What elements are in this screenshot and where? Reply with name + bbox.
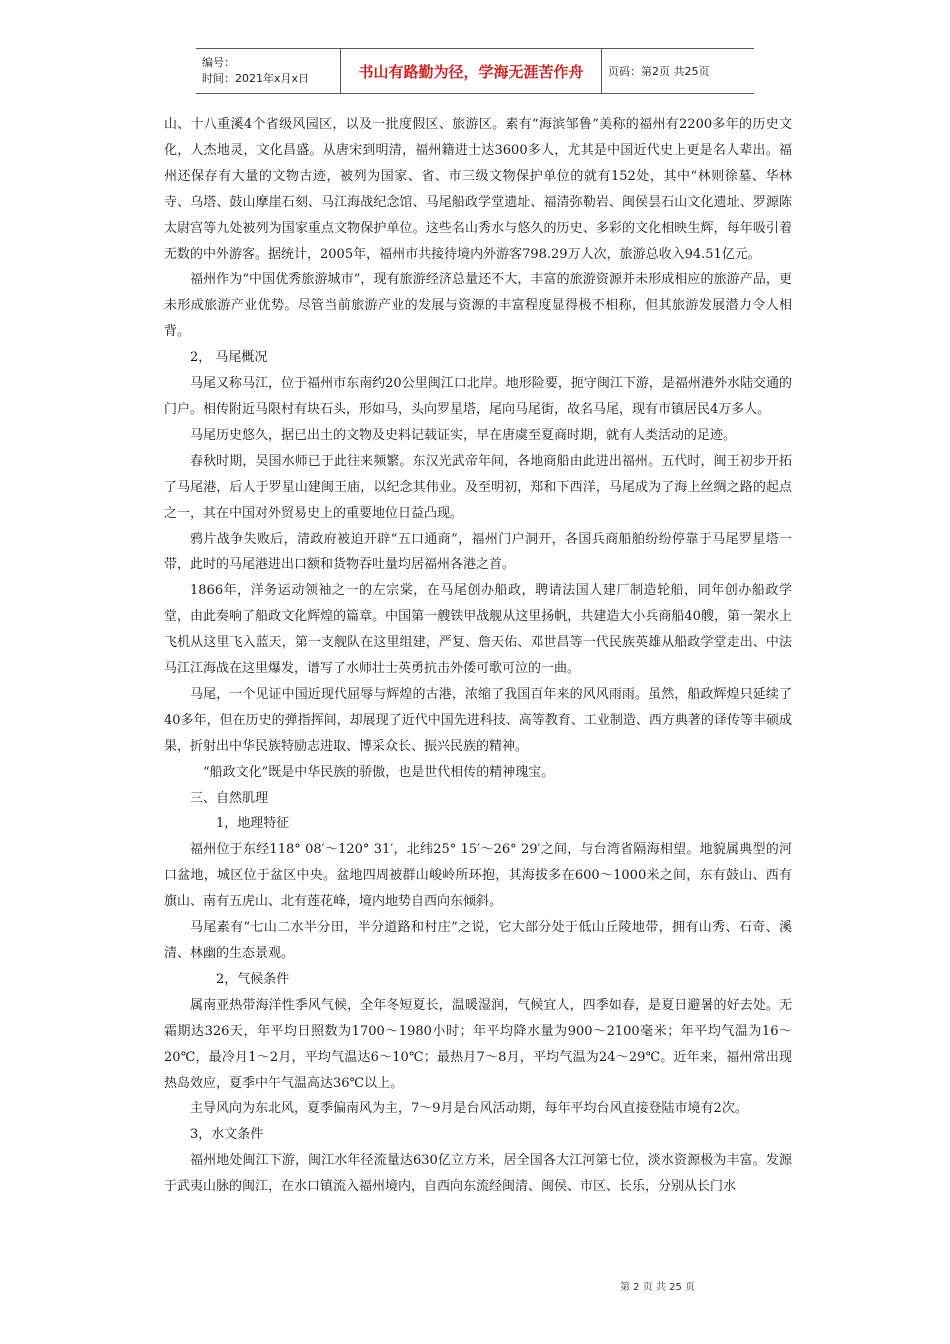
time-label: 时间：2021年x月x日 bbox=[202, 72, 310, 85]
paragraph: 1866年，洋务运动领袖之一的左宗棠，在马尾创办船政，聘请法国人建厂制造轮船，同年创办船政学堂，由此奏响了船政文化辉煌的篇章。中国第一艘铁甲战舰从这里扬帆，共建造大小兵商船40艘，第一架水上飞机从这里飞入蓝天，第一支舰队在这里组建，严复、詹天佑、邓世昌等一代民族英雄从船政学堂走出、中法马江江海战在这里爆发，谱写了水师壮士英勇抗击外倭可歌可泣的一曲。 bbox=[164, 583, 792, 677]
paragraph: 福州作为“中国优秀旅游城市”，现有旅游经济总量还不大，丰富的旅游资源并未形成相应的旅游产品，更未形成旅游产业优势。尽管当前旅游产业的发展与资源的丰富程度显得极不相称，但其旅游发展潜力令人相背。 bbox=[164, 272, 792, 340]
paragraph: 属南亚热带海洋性季风气候，全年冬短夏长，温暖湿润，气候宜人，四季如春，是夏日避暑的好去处。无霜期达326天，年平均日照数为1700～1980小时；年平均降水量为900～2100毫米；年平均气温为16～20℃，最冷月1～2月，平均气温达6～10℃；最热月7～8月，平均气温为24～29℃。近年来，福州常出现热岛效应，夏季中午气温高达36℃以上。 bbox=[164, 997, 792, 1091]
header-left-cell bbox=[196, 49, 340, 93]
paragraph: 春秋时期，吴国水师已于此往来频繁。东汉光武帝年间，各地商船由此进出福州。五代时，闽王初步开拓了马尾港，后人于罗星山建闽王庙，以纪念其伟业。及至明初，郑和下西洋，马尾成为了海上丝绸之路的起点之一，其在中国对外贸易史上的重要地位日益凸现。 bbox=[164, 453, 792, 521]
paragraph: 2，气候条件 bbox=[216, 971, 290, 987]
paragraph: 2， 马尾概况 bbox=[190, 350, 268, 366]
page-footer: 第 2 页 共 25 页 bbox=[620, 1282, 695, 1293]
paragraph: “船政文化”既是中华民族的骄傲，也是世代相传的精神瑰宝。 bbox=[203, 764, 555, 780]
paragraph: 主导风向为东北风，夏季偏南风为主，7～9月是台风活动期，每年平均台风直接登陆市境有2次。 bbox=[190, 1101, 748, 1117]
number-label: 编号： bbox=[202, 56, 235, 69]
paragraph: 鸦片战争失败后，清政府被迫开辟“五口通商”，福州门户洞开，各国兵商船舶纷纷停靠于马尾罗星塔一带，此时的马尾港进出口额和货物吞吐量均居福州各港之首。 bbox=[164, 531, 792, 573]
paragraph: 马尾历史悠久，据已出土的文物及史料记载证实，早在唐虞至夏商时期，就有人类活动的足迹。 bbox=[190, 427, 737, 443]
header-motto: 书山有路勤为径，学海无涯苦作舟 bbox=[340, 49, 602, 93]
paragraph: 山、十八重溪4个省级风园区，以及一批度假区、旅游区。素有“海滨邹鲁”美称的福州有2200多年的历史文化，人杰地灵，文化昌盛。从唐宋到明清，福州籍进士达3600多人，尤其是中国近代史上更是名人辈出。福州还保存有大量的文物古迹，被列为国家、省、市三级文物保护单位的就有152处，其中“林则徐墓、华林寺、乌塔、鼓山摩崖石刻、马江海战纪念馆、马尾船政学堂遗址、福清弥勒岩、闽侯昙石山文化遗址、罗源陈太尉宫等九处被列为国家重点文物保护单位。这些名山秀水与悠久的历史、多彩的文化相映生辉，每年吸引着无数的中外游客。据统计，2005年，福州市共接待境内外游客798.29万人次，旅游总收入94.51亿元。 bbox=[164, 117, 792, 262]
paragraph: 福州位于东经118° 08′～120° 31′，北纬25° 15′～26° 29′之间，与台湾省隔海相望。地貌属典型的河口盆地，城区位于盆区中央。盆地四周被群山峻岭所环抱，其海拔多在600～1000米之间，东有鼓山、西有旗山、南有五虎山、北有莲花峰，境内地势自西向东倾斜。 bbox=[164, 842, 792, 910]
paragraph: 马尾素有“七山二水半分田，半分道路和村庄”之说，它大部分处于低山丘陵地带，拥有山秀、石奇、溪清、林幽的生态景观。 bbox=[164, 920, 792, 961]
paragraph: 福州地处闽江下游，闽江水年径流量达630亿立方米，居全国各大江河第七位，淡水资源极为丰富。发源于武夷山脉的闽江，在水口镇流入福州境内，自西向东流经闽清、闽侯、市区、长乐，分别从长门水 bbox=[164, 1153, 792, 1195]
paragraph: 三、自然肌理 bbox=[190, 790, 269, 806]
paragraph: 马尾，一个见证中国近现代屈辱与辉煌的古港，浓缩了我国百年来的风风雨雨。虽然，船政辉煌只延续了40多年，但在历史的弹指挥间，却展现了近代中国先进科技、高等教育、工业制造、西方典著的译传等丰硕成果，折射出中华民族特励志进取、博采众长、振兴民族的精神。 bbox=[164, 686, 792, 754]
header-page-info: 页码：第2页 共25页 bbox=[608, 65, 710, 78]
paragraph: 3，水文条件 bbox=[190, 1127, 264, 1143]
paragraph: 马尾又称马江，位于福州市东南约20公里闽江口北岸。地形险要，扼守闽江下游，是福州港外水陆交通的门户。相传附近马限村有块石头，形如马，头向罗星塔，尾向马尾街，故名马尾，现有市镇居民4万多人。 bbox=[164, 376, 792, 417]
page-header bbox=[196, 48, 754, 94]
document-body bbox=[164, 112, 792, 1200]
paragraph: 1，地理特征 bbox=[216, 816, 290, 832]
